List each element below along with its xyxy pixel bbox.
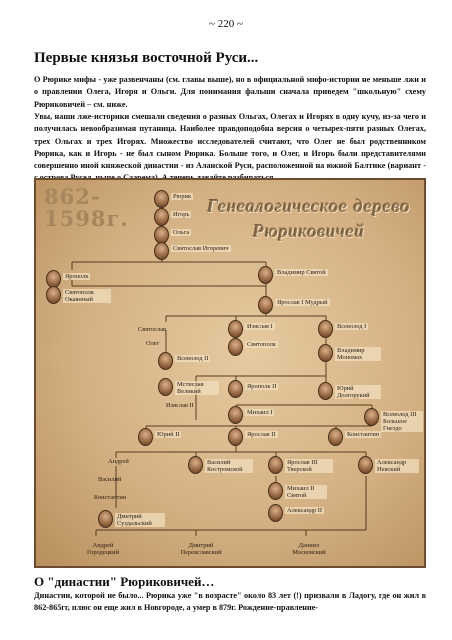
portrait-icon <box>154 242 169 260</box>
portrait-icon <box>268 456 283 474</box>
node-label: Дмитрий Суздальский <box>115 513 165 527</box>
portrait-icon <box>228 428 243 446</box>
paragraph: Династии, которой не было... Рюрика уже "в возрасте" около 83 лет (!) призвали в Ладогу, где он жил в 862-865гг, плюс он еще жил в Новгороде, а умер в 879г. Рождение-правление- <box>34 591 426 613</box>
page-number: ~ 220 ~ <box>209 18 243 30</box>
node-label: Василий Костромской <box>205 459 253 473</box>
node-label: Рюрик <box>173 193 192 200</box>
node-label: Василий <box>98 476 122 483</box>
node-label: Ярополк II <box>247 383 277 390</box>
portrait-icon <box>158 352 173 370</box>
node-label: Всеволод III Большое Гнездо <box>381 411 423 432</box>
node-label: Владимир Мономах <box>335 347 381 361</box>
node-label: Александр II <box>287 507 323 514</box>
section-heading: О "династии" Рюриковичей… <box>34 574 215 589</box>
node-label: Ярополк <box>65 273 89 280</box>
node-label: Олег <box>146 340 160 347</box>
portrait-icon <box>318 382 333 400</box>
portrait-icon <box>98 510 113 528</box>
node-label: Михаил II Святой <box>285 485 327 499</box>
node-label: Андрей <box>108 458 129 465</box>
node-label: Всеволод I <box>337 323 367 330</box>
portrait-icon <box>258 266 273 284</box>
tree-title-line: Рюриковичей <box>253 221 365 241</box>
portrait-icon <box>328 428 343 446</box>
portrait-icon <box>228 380 243 398</box>
portrait-icon <box>228 320 243 338</box>
portrait-icon <box>158 378 173 396</box>
node-label: Константин <box>347 431 380 438</box>
tree-title <box>204 194 414 244</box>
node-label: Юрий Долгорукий <box>335 385 381 399</box>
portrait-icon <box>364 408 379 426</box>
node-label: Ярослав I Мудрый <box>277 299 328 306</box>
portrait-icon <box>258 296 273 314</box>
section-heading: Первые князья восточной Руси... <box>34 50 259 66</box>
portrait-icon <box>318 320 333 338</box>
node-label: Святослав Игоревич <box>173 245 229 252</box>
genealogy-tree-image <box>34 178 426 568</box>
tree-title-line: Генеалогическое дерево <box>207 196 411 216</box>
portrait-icon <box>228 338 243 356</box>
node-label: Андрей Городецкий <box>87 542 119 556</box>
node-label: Ольга <box>173 229 190 236</box>
node-label: Александр Невский <box>375 459 419 473</box>
portrait-icon <box>188 456 203 474</box>
portrait-icon <box>268 504 283 522</box>
portrait-icon <box>318 344 333 362</box>
portrait-icon <box>268 482 283 500</box>
paragraph: Увы, наши лже-историки смешали сведения о разных Ольгах, Олегах и Игорях в одну кучу, из-за чего и получилась невообразимая путаница. Наиболее правдоподобна версия о четырех-пяти разных Олегах, трех Ольгах и трех Игорях. Множество исследователей считают, что Олег не был родственником Рюрика, как и Игорь - не был сыном Рюрика. Больше того, и Олег, и Игорь были представителями совершенно иной княжеской династии - из Аланской Руси, расположенной на южной Балтике (вариант - <box>34 112 426 171</box>
portrait-icon <box>46 286 61 304</box>
node-label: Изяслав I <box>247 323 273 330</box>
node-label: Михаил I <box>247 409 273 416</box>
node-label: Ярослав II <box>247 431 276 438</box>
node-label: Дмитрий Переяславский <box>180 542 222 556</box>
portrait-icon <box>154 208 169 226</box>
node-label: Даниил Московский <box>292 542 326 556</box>
node-label: Игорь <box>173 211 190 218</box>
node-label: Святополк <box>247 341 276 348</box>
portrait-icon <box>138 428 153 446</box>
node-label: Мстислав Великий <box>175 381 219 395</box>
portrait-icon <box>228 406 243 424</box>
node-label: Ярослав III Тверской <box>285 459 333 473</box>
portrait-icon <box>358 456 373 474</box>
node-label: Изяслав II <box>166 402 194 409</box>
node-label: Константин <box>94 494 127 501</box>
node-label: Всеволод II <box>177 355 209 362</box>
node-label: Святополк Окаянный <box>63 289 111 303</box>
tree-year: 862-1598г. <box>44 184 129 231</box>
node-label: Святослав <box>138 326 167 333</box>
node-label: Юрий II <box>157 431 180 438</box>
node-label: Владимир Святой <box>277 269 326 276</box>
paragraph: О Рюрике мифы - уже развенчаны (см. главы выше), но в официальной мифо-истории не меньше лжи и о правлении Олега, Игоря и Ольги. Для понимания фальши сначала приведем "школьную" схему Рюриковичей – см. ниже. <box>34 75 426 109</box>
portrait-icon <box>154 190 169 208</box>
